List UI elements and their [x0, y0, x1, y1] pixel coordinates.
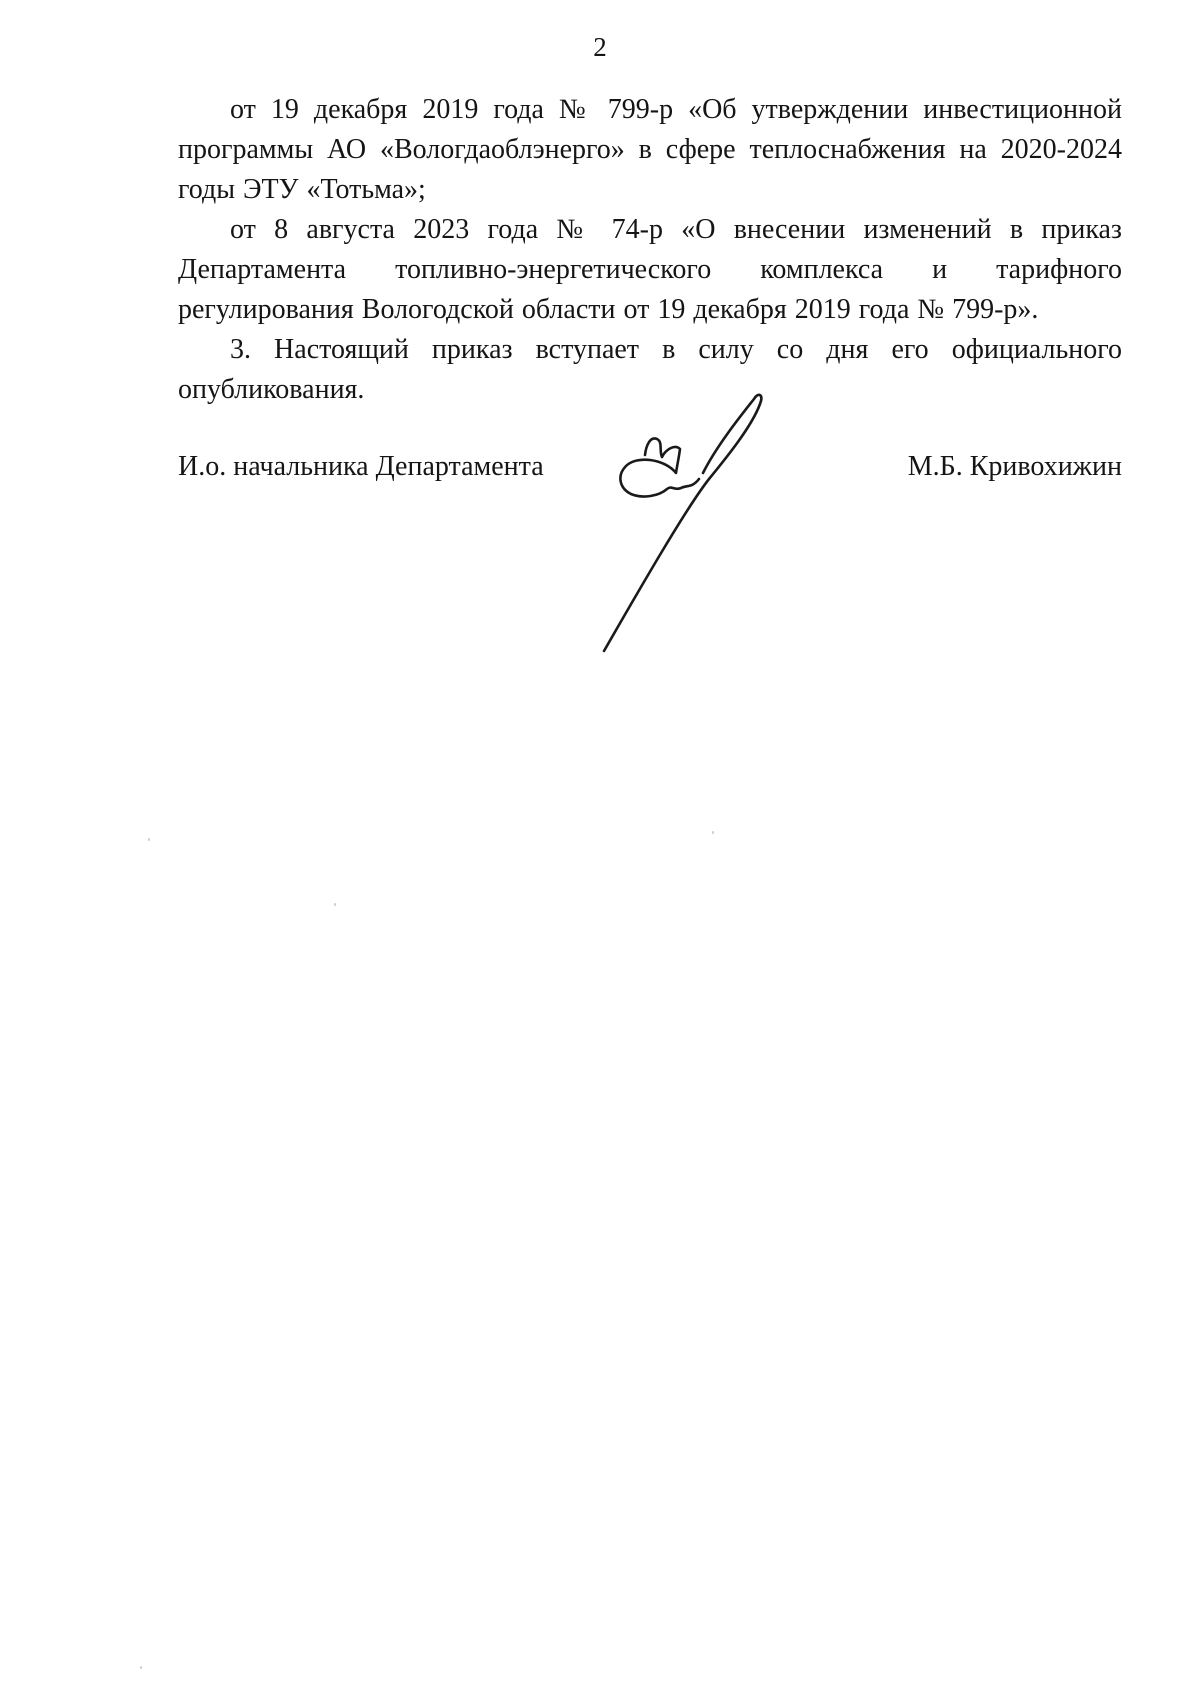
- scan-artifact-dot: [334, 903, 336, 906]
- paragraph-line: годы ЭТУ «Тотьма»;: [178, 174, 426, 205]
- scan-artifact-dot: [712, 831, 714, 834]
- signer-name: М.Б. Кривохижин: [907, 451, 1122, 482]
- paragraph-line: 3. Настоящий приказ вступает в силу со дня его официального: [230, 334, 1122, 365]
- scan-artifact-dot: [140, 1666, 142, 1669]
- paragraph-line: регулирования Вологодской области от 19 декабря 2019 года № 799-р».: [178, 294, 1039, 325]
- paragraph-line: программы АО «Вологдаоблэнерго» в сфере теплоснабжения на 2020-2024: [178, 134, 1122, 165]
- page-number: 2: [593, 32, 607, 62]
- document-body: [178, 90, 1122, 410]
- scan-artifact-dot: [148, 838, 150, 841]
- paragraph-line: Департамента топливно-энергетического комплекса и тарифного: [178, 254, 1122, 285]
- paragraph-line: от 8 августа 2023 года № 74-р «О внесении изменений в приказ: [230, 214, 1122, 245]
- signer-position-title: И.о. начальника Департамента: [178, 451, 544, 482]
- signature-stroke: [604, 395, 761, 651]
- paragraph-line: от 19 декабря 2019 года № 799-р «Об утверждении инвестиционной: [230, 94, 1122, 125]
- handwritten-signature-icon: [575, 383, 770, 658]
- paragraph-line: опубликования.: [178, 374, 365, 405]
